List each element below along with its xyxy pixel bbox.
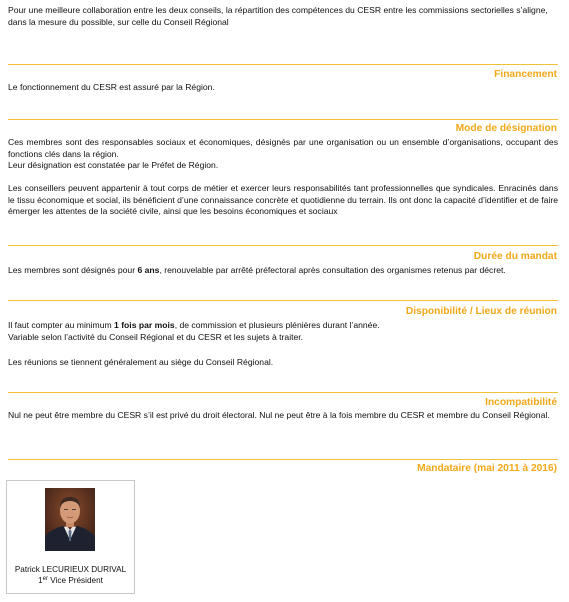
heading-disponibilite: Disponibilité / Lieux de réunion xyxy=(405,306,557,317)
heading-incompatibilite: Incompatibilité xyxy=(485,397,557,408)
divider xyxy=(8,64,558,65)
disponibilite-text-3: Les réunions se tiennent généralement au siège du Conseil Régional. xyxy=(8,357,274,367)
divider xyxy=(8,300,558,301)
disponibilite-text-1: Il faut compter au minimum 1 fois par mois, de commission et plusieurs plénières durant l’année. xyxy=(8,320,380,330)
mandataire-role: 1er Vice Président xyxy=(38,576,103,585)
mandataire-name: Patrick LECURIEUX DURIVAL xyxy=(14,565,127,574)
mandataire-card xyxy=(6,480,135,594)
heading-duree: Durée du mandat xyxy=(473,251,557,262)
heading-mandataire: Mandataire (mai 2011 à 2016) xyxy=(417,463,557,474)
incompatibilite-text: Nul ne peut être membre du CESR s’il est privé du droit électoral. Nul ne peut être à la fois membre du CESR et membre du Conseil Régional. xyxy=(8,410,550,420)
designation-text-2: Leur désignation est constatée par le Préfet de Région. xyxy=(8,160,219,170)
designation-text-3: Les conseillers peuvent appartenir à tout corps de métier et exercer leurs responsabilités tant professionnelles que syndicales. Enracinés dans le tissu économique et social, ils bénéficient d’une connaissance concrète et quotidienne du terrain. Ils ont donc la capacité d’identifier et de faire émerger les attentes de la société civile, ainsi que les besoins économiques et sociaux xyxy=(8,183,558,216)
disponibilite-text-2: Variable selon l’activité du Conseil Régional et du CESR et les sujets à traiter. xyxy=(8,332,304,342)
heading-designation: Mode de désignation xyxy=(455,123,557,134)
divider xyxy=(8,392,558,393)
divider xyxy=(8,459,558,460)
divider xyxy=(8,119,558,120)
designation-text-1: Ces membres sont des responsables sociaux et économiques, désignés par une organisation ou un ensemble d’organisations, occupant des fonctions clés dans la région. xyxy=(8,137,558,159)
financement-text: Le fonctionnement du CESR est assuré par la Région. xyxy=(8,82,215,92)
divider xyxy=(8,245,558,246)
duree-text: Les membres sont désignés pour 6 ans, renouvelable par arrêté préfectoral après consultation des organismes retenus par décret. xyxy=(8,265,506,275)
heading-financement: Financement xyxy=(494,69,557,80)
portrait-photo xyxy=(45,488,95,551)
intro-text: Pour une meilleure collaboration entre les deux conseils, la répartition des compétences du CESR entre les commissions sectorielles s’aligne, dans la mesure du possible, sur celle du Conseil Régional xyxy=(8,5,548,27)
